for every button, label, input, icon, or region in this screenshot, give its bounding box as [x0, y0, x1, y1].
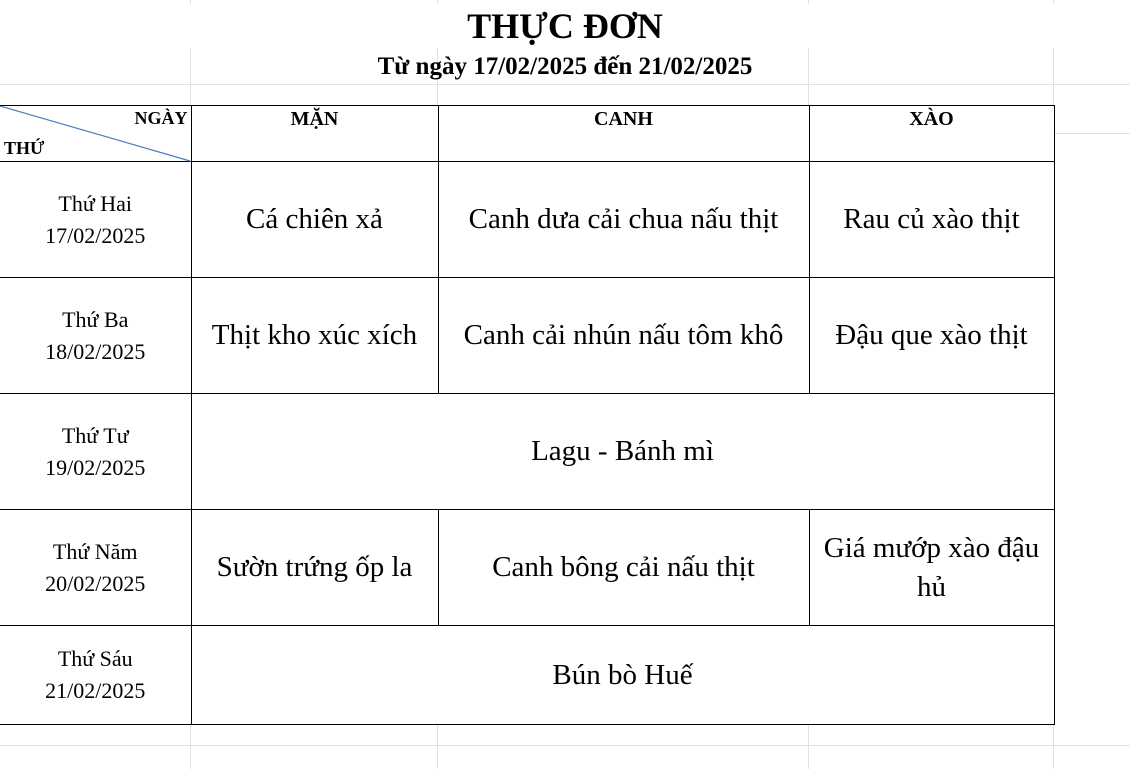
- day-date: 19/02/2025: [45, 454, 146, 480]
- dish-canh[interactable]: Canh bông cải nấu thịt: [438, 510, 809, 626]
- dish-man[interactable]: Sườn trứng ốp la: [191, 510, 438, 626]
- table-row: [0, 278, 1054, 394]
- day-cell[interactable]: [0, 278, 191, 394]
- menu-table: [0, 105, 1055, 725]
- page-title: THỰC ĐƠN: [0, 4, 1130, 48]
- dish-man[interactable]: Cá chiên xả: [191, 162, 438, 278]
- gridline: [0, 745, 1130, 746]
- day-date: 20/02/2025: [45, 570, 146, 596]
- dish-man[interactable]: Thịt kho xúc xích: [191, 278, 438, 394]
- date-range-subtitle: Từ ngày 17/02/2025 đến 21/02/2025: [377, 53, 753, 80]
- day-name: Thứ Hai: [58, 190, 133, 216]
- day-date: 18/02/2025: [45, 338, 146, 364]
- corner-label-weekday: THỨ: [4, 138, 45, 158]
- day-name: Thứ Năm: [52, 538, 138, 564]
- header-row: [0, 106, 1054, 162]
- day-name: Thứ Ba: [62, 306, 129, 332]
- day-name: Thứ Tư: [61, 422, 129, 448]
- dish-xao[interactable]: Đậu que xào thịt: [809, 278, 1054, 394]
- day-date: 17/02/2025: [45, 222, 146, 248]
- table-row: [0, 626, 1054, 725]
- dish-canh[interactable]: Canh dưa cải chua nấu thịt: [438, 162, 809, 278]
- day-cell[interactable]: [0, 510, 191, 626]
- dish-canh[interactable]: Canh cải nhún nấu tôm khô: [438, 278, 809, 394]
- day-cell[interactable]: [0, 162, 191, 278]
- column-header-canh[interactable]: CANH: [438, 106, 809, 162]
- dish-merged[interactable]: Lagu - Bánh mì: [191, 394, 1054, 510]
- corner-label-day: NGÀY: [134, 108, 188, 128]
- table-row: [0, 394, 1054, 510]
- column-header-xao[interactable]: XÀO: [809, 106, 1054, 162]
- column-header-man[interactable]: MẶN: [191, 106, 438, 162]
- day-name: Thứ Sáu: [57, 646, 133, 671]
- dish-xao[interactable]: Giá mướp xào đậu hủ: [809, 510, 1054, 626]
- day-cell[interactable]: [0, 394, 191, 510]
- day-date: 21/02/2025: [45, 678, 146, 703]
- gridline: [0, 84, 1130, 85]
- day-cell[interactable]: [0, 626, 191, 725]
- corner-header-cell[interactable]: [0, 106, 191, 162]
- table-row: [0, 510, 1054, 626]
- table-row: [0, 162, 1054, 278]
- dish-xao[interactable]: Rau củ xào thịt: [809, 162, 1054, 278]
- dish-merged[interactable]: Bún bò Huế: [191, 626, 1054, 725]
